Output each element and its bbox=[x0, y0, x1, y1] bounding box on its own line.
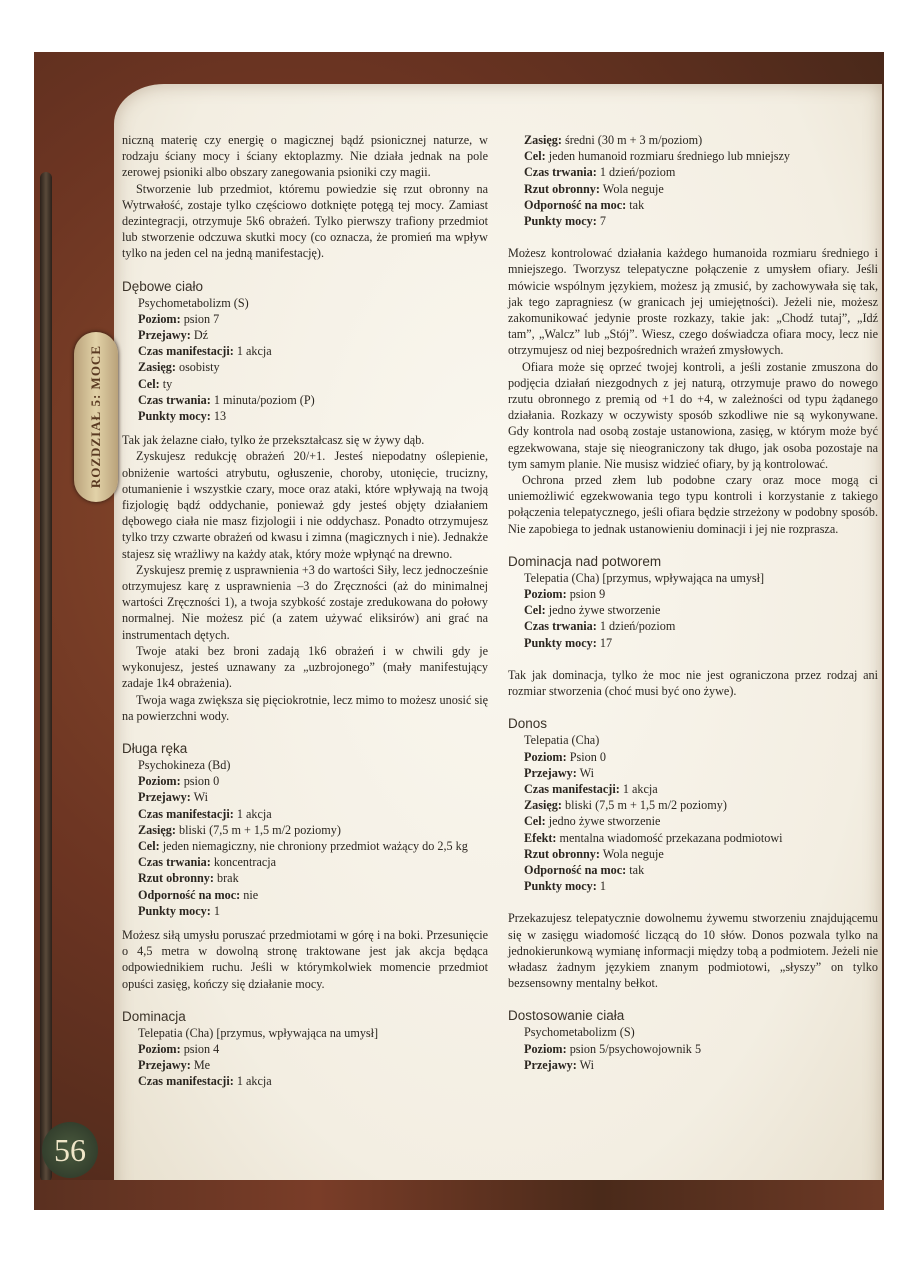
power-stats bbox=[122, 1025, 488, 1090]
decorative-spine bbox=[40, 172, 52, 1182]
stat-row: Zasięg: średni (30 m + 3 m/poziom) bbox=[524, 133, 703, 147]
stat-row: Rzut obronny: Wola neguje bbox=[524, 181, 664, 196]
power-stats bbox=[508, 732, 878, 894]
body-paragraph: Zyskujesz premię z usprawnienia +3 do wartości Siły, lecz jednocześnie otrzymujesz karę z usprawnienia –3 do Zręczności (aż do minimalnej wartości Zręczności 1), a twoja szybkość zostaje zredukowana do połowy normalnej. Nie możesz pić (a zatem używać eliksirów) ani grać na instrumentach dętych. bbox=[122, 562, 488, 642]
stat-row: Punkty mocy: 13 bbox=[138, 409, 227, 424]
stat-row: Cel: jedno żywe stworzenie bbox=[524, 603, 661, 618]
power-title-donos: Donos bbox=[508, 716, 548, 732]
stat-row: Czas trwania: 1 dzień/poziom bbox=[524, 165, 676, 180]
body-paragraph: Możesz kontrolować działania każdego humanoida rozmiaru średniego i mniejszego. Tworzysz telepatyczne połączenie z umysłem ofiary. Jeśli mówicie wspólnym językiem, możesz ją zmusić, by zachowywała się tak, jak tego zapragniesz (w granicach jej umiejętności). Jeżeli nie, możesz zakomunikować jedynie proste rozkazy, takie jak: „Chodź tutaj”, „Idź tam”, „Walcz” lub „Stój”. Wiesz, czego doświadcza ofiara mocy, lecz nie otrzymujesz od niej bezpośrednich wrażeń zmysłowych. bbox=[508, 246, 878, 358]
stat-row: Czas manifestacji: 1 akcja bbox=[138, 1074, 272, 1089]
body-paragraph: Ochrona przed złem lub podobne czary oraz moce mogą ci uniemożliwić egzekwowania tego typu kontroli i korzystanie z takiego połączenia telepatycznego, jeśli ofiara będzie strzeżony w podobny sposób. Nie zapobiega to jednak ustanowieniu dominacji i jej nie rozprasza. bbox=[508, 473, 878, 536]
stat-row: Czas manifestacji: 1 akcja bbox=[138, 806, 272, 821]
power-stats bbox=[508, 1024, 878, 1073]
body-paragraph: Tak jak dominacja, tylko że moc nie jest ograniczona przez rodzaj ani rozmiar stworzenia (choć musi być ono żywe). bbox=[508, 667, 878, 699]
stat-row: Cel: jedno żywe stworzenie bbox=[524, 814, 661, 829]
stat-row: Zasięg: bliski (7,5 m + 1,5 m/2 poziomy) bbox=[138, 822, 341, 837]
power-stats bbox=[508, 570, 878, 651]
body-paragraph: Tak jak żelazne ciało, tylko że przekształcasz się w żywy dąb. bbox=[122, 433, 425, 448]
stat-row: Przejawy: Dź bbox=[138, 328, 209, 343]
stat-row: Czas trwania: koncentracja bbox=[138, 855, 277, 870]
power-title-debowe-cialo: Dębowe ciało bbox=[122, 278, 204, 294]
stat-row: Odporność na moc: tak bbox=[524, 862, 645, 877]
stat-row: Punkty mocy: 7 bbox=[524, 214, 606, 229]
left-column bbox=[122, 132, 488, 1090]
body-paragraph: Twoja waga zwiększa się pięciokrotnie, lecz mimo to możesz unosić się na powierzchni wody. bbox=[122, 692, 488, 723]
stat-row: Rzut obronny: brak bbox=[138, 871, 239, 886]
discipline: Telepatia (Cha) [przymus, wpływająca na umysł] bbox=[138, 1025, 379, 1040]
discipline: Psychometabolizm (S) bbox=[138, 295, 249, 310]
body-paragraph: Przekazujesz telepatycznie dowolnemu żywemu stworzeniu znajdującemu się w zasięgu wiadomość liczącą do 10 słów. Donos pozwala tylko na jednokierunkową wymianę informacji między tobą a podmiotem. Jeżeli nie władasz żadnym językiem znanym podmiotowi, „słyszy” on tylko bezsensowny mentalny bełkot. bbox=[508, 911, 878, 991]
stat-row: Odporność na moc: tak bbox=[524, 197, 645, 212]
stat-row: Zasięg: osobisty bbox=[138, 360, 220, 375]
stat-row: Zasięg: bliski (7,5 m + 1,5 m/2 poziomy) bbox=[524, 798, 727, 813]
stat-row: Rzut obronny: Wola neguje bbox=[524, 846, 664, 861]
intro-paragraph: Stworzenie lub przedmiot, któremu powiedzie się rzut obronny na Wytrwałość, zostaje tylko częściowo dotknięte potęgą tej mocy. Zamiast dezintegracji, otrzymuje 5k6 obrażeń. Tylko pierwszy trafiony przedmiot lub stworzenie odczuwa skutki mocy (co oznacza, że promień ma wpływ tylko na jeden cel na jedną manifestację). bbox=[122, 181, 488, 261]
discipline: Telepatia (Cha) [przymus, wpływająca na umysł] bbox=[524, 570, 765, 585]
power-stats bbox=[122, 295, 488, 425]
stat-row: Przejawy: Wi bbox=[138, 790, 209, 805]
stat-row: Punkty mocy: 1 bbox=[524, 879, 606, 894]
stat-row: Punkty mocy: 17 bbox=[524, 635, 613, 650]
discipline: Psychometabolizm (S) bbox=[524, 1025, 635, 1040]
decorative-bottom-band bbox=[34, 1180, 884, 1210]
body-paragraph: Możesz siłą umysłu poruszać przedmiotami w górę i na boki. Przesunięcie o 4,5 metra w dowolną stronę traktowane jest jak akcja będąca odpowiednikiem ruchu. Jeśli w którymkolwiek momencie przedmiot opuści zasięg, kończy się działanie mocy. bbox=[122, 927, 488, 991]
stat-row: Czas trwania: 1 dzień/poziom bbox=[524, 619, 676, 634]
stat-row: Cel: jeden niemagiczny, nie chroniony przedmiot ważący do 2,5 kg bbox=[138, 838, 468, 853]
stat-row: Punkty mocy: 1 bbox=[138, 903, 220, 918]
stat-row: Przejawy: Me bbox=[138, 1058, 211, 1073]
discipline: Psychokineza (Bd) bbox=[138, 757, 231, 772]
power-title-dostosowanie-ciala: Dostosowanie ciała bbox=[508, 1008, 625, 1024]
stat-row: Efekt: mentalna wiadomość przekazana podmiotowi bbox=[524, 830, 783, 845]
discipline: Telepatia (Cha) bbox=[524, 733, 600, 748]
stat-row: Poziom: psion 9 bbox=[524, 587, 606, 602]
chapter-tab-label: ROZDZIAŁ 5: MOCE bbox=[88, 345, 103, 489]
stat-row: Poziom: psion 7 bbox=[138, 311, 220, 326]
power-title-dominacja-nad-potworem: Dominacja nad potworem bbox=[508, 553, 662, 569]
stat-row: Przejawy: Wi bbox=[524, 765, 595, 780]
body-paragraph: Zyskujesz redukcję obrażeń 20/+1. Jesteś niepodatny oślepienie, obniżenie wartości atrybutu, ogłuszenie, choroby, utonięcie, trucizny, otumanienie i wszystkie czary, moce oraz ataki, które wpływają na twoją fizjologię bądź oddychanie, ponieważ gdy jesteś objęty działaniem dębowego ciała nie masz fizjologii i nie oddychasz. Ponadto otrzymujesz tylko trzy czwarte obrażeń od kwasu i zimna (magicznych i nie). Jednakże stajesz się wrażliwy na każdy atak, który może wpłynąć na drewno. bbox=[122, 449, 488, 561]
stat-row: Cel: ty bbox=[138, 376, 173, 391]
power-title-dominacja: Dominacja bbox=[122, 1008, 186, 1024]
stat-row: Poziom: psion 4 bbox=[138, 1041, 220, 1056]
power-stats bbox=[508, 132, 878, 229]
stat-row: Poziom: psion 5/psychowojownik 5 bbox=[524, 1041, 702, 1056]
stat-row: Odporność na moc: nie bbox=[138, 887, 259, 902]
body-paragraph: Ofiara może się oprzeć twojej kontroli, a jeśli zostanie zmuszona do podjęcia działań niezgodnych z jej naturą, otrzymuje prawo do nowego rzutu obronnego z premią od +1 do +4, w zależności od typu żądanego działania. Rozkazy w oczywisty sposób szkodliwe nie są wykonywane. Gdy kontrola nad osobą zostaje ustanowiona, zasięg, w którym może być egzekwowana, staje się nieograniczony tak długo, jak osoba pozostaje na tym samym planie. Nie musisz widzieć ofiary, by ją kontrolować. bbox=[508, 359, 878, 471]
stat-row: Czas trwania: 1 minuta/poziom (P) bbox=[138, 392, 315, 407]
power-title-dluga-reka: Długa ręka bbox=[122, 740, 188, 756]
body-paragraph: Twoje ataki bez broni zadają 1k6 obrażeń i w chwili gdy je wykonujesz, jesteś uznawany za „uzbrojonego” (mały manifestujący zadaje 1k4 obrażenia). bbox=[122, 643, 488, 691]
right-column bbox=[508, 132, 878, 1073]
page-number: 56 bbox=[42, 1122, 98, 1178]
power-stats bbox=[122, 757, 488, 919]
stat-row: Czas manifestacji: 1 akcja bbox=[524, 781, 658, 796]
stat-row: Poziom: Psion 0 bbox=[524, 749, 606, 764]
intro-paragraph: niczną materię czy energię o magicznej bądź psionicznej naturze, w rodzaju ściany mocy i ściany ektoplazmy. Nie działa jednak na pole zerowej psioniki albo obszary zanegowania psioniki czy magii. bbox=[122, 133, 488, 180]
stat-row: Przejawy: Wi bbox=[524, 1057, 595, 1072]
stat-row: Czas manifestacji: 1 akcja bbox=[138, 344, 272, 359]
stat-row: Poziom: psion 0 bbox=[138, 774, 220, 789]
stat-row: Cel: jeden humanoid rozmiaru średniego lub mniejszy bbox=[524, 149, 791, 164]
